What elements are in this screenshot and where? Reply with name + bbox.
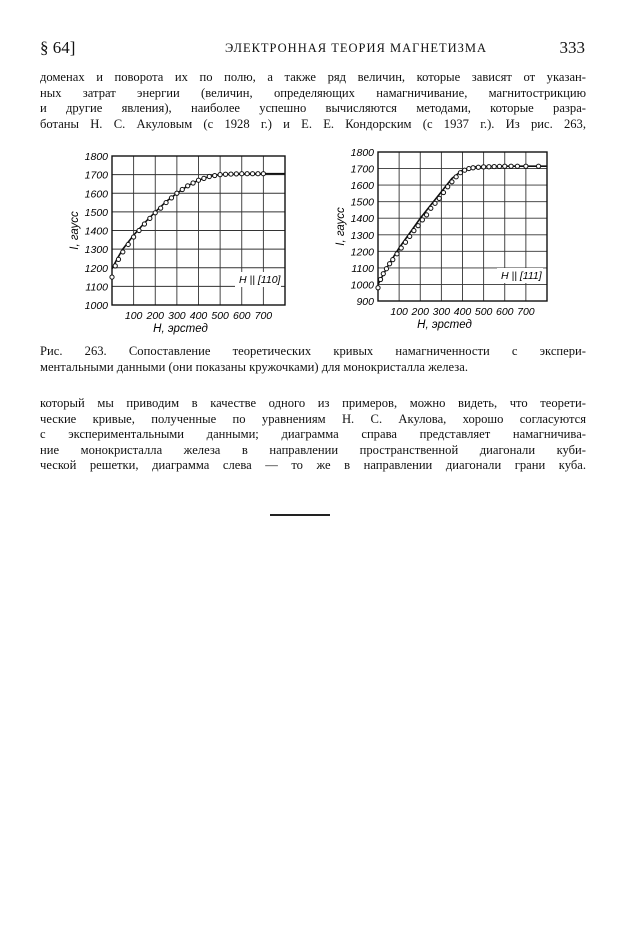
- y-tick-label: 1000: [84, 300, 108, 312]
- direction-annotation: H || [110]: [239, 274, 281, 286]
- x-tick-label: 600: [495, 306, 514, 318]
- data-point: [482, 165, 486, 169]
- end-rule: [270, 514, 330, 516]
- data-point: [476, 165, 480, 169]
- text-line: который мы приводим в качестве одного из примеров, можно видеть, что теорети-: [40, 396, 586, 410]
- data-point: [132, 235, 136, 239]
- x-tick-label: 700: [254, 310, 273, 322]
- data-point: [169, 196, 173, 200]
- x-tick-label: 400: [453, 306, 472, 318]
- data-point: [121, 250, 125, 254]
- chart-right: [325, 138, 565, 338]
- data-point: [240, 172, 244, 176]
- data-point: [467, 166, 471, 170]
- data-point: [142, 222, 146, 226]
- data-point: [441, 190, 445, 194]
- data-point: [450, 180, 454, 184]
- data-point: [536, 164, 540, 168]
- text-line: и другие явления), наиболее успешно вычисляются методами, которые разра-: [40, 101, 586, 115]
- data-point: [420, 218, 424, 222]
- data-point: [213, 173, 217, 177]
- section-marker: § 64]: [40, 38, 76, 57]
- data-point: [245, 172, 249, 176]
- data-point: [524, 164, 528, 168]
- data-point: [376, 286, 380, 290]
- y-tick-label: 1800: [350, 147, 374, 159]
- data-point: [191, 181, 195, 185]
- data-point: [218, 173, 222, 177]
- data-point: [433, 201, 437, 205]
- data-point: [378, 277, 382, 281]
- y-tick-label: 1200: [350, 246, 374, 259]
- y-tick-label: 1500: [84, 206, 108, 219]
- y-tick-label: 1000: [350, 279, 374, 292]
- running-header: [40, 38, 585, 60]
- data-point: [408, 234, 412, 238]
- data-point: [186, 184, 190, 188]
- text-line: ческой решетки, диаграмма слева — то же в направлении диагонали грани куба.: [40, 458, 586, 472]
- data-point: [388, 262, 392, 266]
- data-point: [509, 164, 513, 168]
- y-tick-label: 1800: [84, 151, 108, 163]
- x-tick-label: 200: [146, 310, 165, 322]
- data-point: [261, 172, 265, 176]
- text-line: с экспериментальными данными; диаграмма справа представляет намагничива-: [40, 427, 586, 441]
- x-tick-label: 700: [517, 306, 535, 318]
- y-tick-label: 1700: [84, 169, 108, 182]
- data-point: [148, 216, 152, 220]
- y-tick-label: 1500: [350, 196, 374, 209]
- data-point: [250, 172, 254, 176]
- data-point: [126, 242, 130, 246]
- y-tick-label: 1100: [351, 262, 374, 275]
- x-tick-label: 500: [211, 310, 229, 322]
- y-tick-label: 1400: [84, 225, 108, 238]
- text-line: ботаны Н. С. Акуловым (с 1928 г.) и Е. Е. Кондорским (с 1937 г.). Из рис. 263,: [40, 116, 586, 131]
- y-tick-label: 1300: [84, 244, 108, 257]
- data-point: [471, 166, 475, 170]
- y-axis-label: I, гаусс: [69, 211, 81, 250]
- data-point: [207, 174, 211, 178]
- data-point: [137, 228, 141, 232]
- data-point: [503, 164, 507, 168]
- x-tick-label: 100: [124, 310, 143, 322]
- x-tick-label: 600: [232, 310, 251, 322]
- data-point: [463, 168, 467, 172]
- y-tick-label: 1300: [350, 229, 374, 242]
- chart-left: [55, 140, 305, 340]
- data-point: [159, 206, 163, 210]
- data-point: [384, 267, 388, 271]
- y-tick-label: 900: [356, 296, 374, 308]
- caption-line: Рис. 263. Сопоставление теоретических кривых намагниченности с экспери-: [40, 344, 586, 358]
- data-point: [116, 257, 120, 261]
- x-axis-label: H, эрстед: [153, 323, 208, 335]
- data-point: [391, 258, 395, 262]
- data-point: [492, 164, 496, 168]
- text-line: доменах и поворота их по полю, а также ряд величин, которые зависят от указан-: [40, 70, 586, 84]
- data-point: [110, 275, 114, 279]
- text-line: ных затрат энергии (величин, определяющих намагничивание, магнитострикцию: [40, 85, 586, 100]
- data-point: [164, 200, 168, 204]
- data-point: [223, 172, 227, 176]
- direction-annotation: H || [111]: [501, 270, 542, 282]
- y-tick-label: 1700: [350, 163, 374, 176]
- text-line: ческие кривые, полученные по уравнениям Н. С. Акулова, хорошо согласуются: [40, 411, 586, 426]
- data-point: [202, 176, 206, 180]
- data-point: [395, 252, 399, 256]
- x-tick-label: 100: [390, 306, 408, 318]
- data-point: [381, 272, 385, 276]
- y-tick-label: 1400: [350, 213, 374, 226]
- bottom-paragraph: [40, 396, 586, 474]
- y-tick-label: 1100: [85, 281, 108, 294]
- running-title: ЭЛЕКТРОННАЯ ТЕОРИЯ МАГНЕТИЗМА: [225, 41, 488, 55]
- x-tick-label: 400: [189, 310, 208, 322]
- data-point: [229, 172, 233, 176]
- caption-line: ментальными данными (они показаны кружочками) для монокристалла железа.: [40, 359, 468, 374]
- y-tick-label: 1600: [350, 180, 374, 193]
- data-point: [175, 191, 179, 195]
- y-tick-label: 1200: [84, 262, 108, 275]
- top-paragraph: [40, 70, 586, 132]
- x-tick-label: 200: [411, 306, 430, 318]
- x-tick-label: 500: [474, 306, 493, 318]
- data-point: [429, 206, 433, 210]
- data-point: [403, 240, 407, 244]
- text-line: ние монокристалла железа в направлении пространственной диагонали куби-: [40, 442, 586, 457]
- data-point: [113, 264, 117, 268]
- x-axis-label: H, эрстед: [417, 319, 472, 331]
- x-tick-label: 300: [168, 310, 186, 322]
- data-point: [416, 224, 420, 228]
- data-point: [153, 211, 157, 215]
- data-point: [487, 165, 491, 169]
- data-point: [180, 187, 184, 191]
- data-point: [437, 196, 441, 200]
- data-point: [412, 229, 416, 233]
- data-point: [234, 172, 238, 176]
- data-point: [424, 213, 428, 217]
- data-point: [196, 178, 200, 182]
- figure-caption: [40, 344, 586, 375]
- data-point: [256, 172, 260, 176]
- x-tick-label: 300: [432, 306, 451, 318]
- data-point: [399, 246, 403, 250]
- data-point: [515, 164, 519, 168]
- data-point: [497, 164, 501, 168]
- data-point: [454, 175, 458, 179]
- page-number: 333: [559, 38, 585, 57]
- data-point: [458, 171, 462, 175]
- y-axis-label: I, гаусс: [335, 207, 347, 246]
- y-tick-label: 1600: [84, 188, 108, 201]
- data-point: [446, 185, 450, 189]
